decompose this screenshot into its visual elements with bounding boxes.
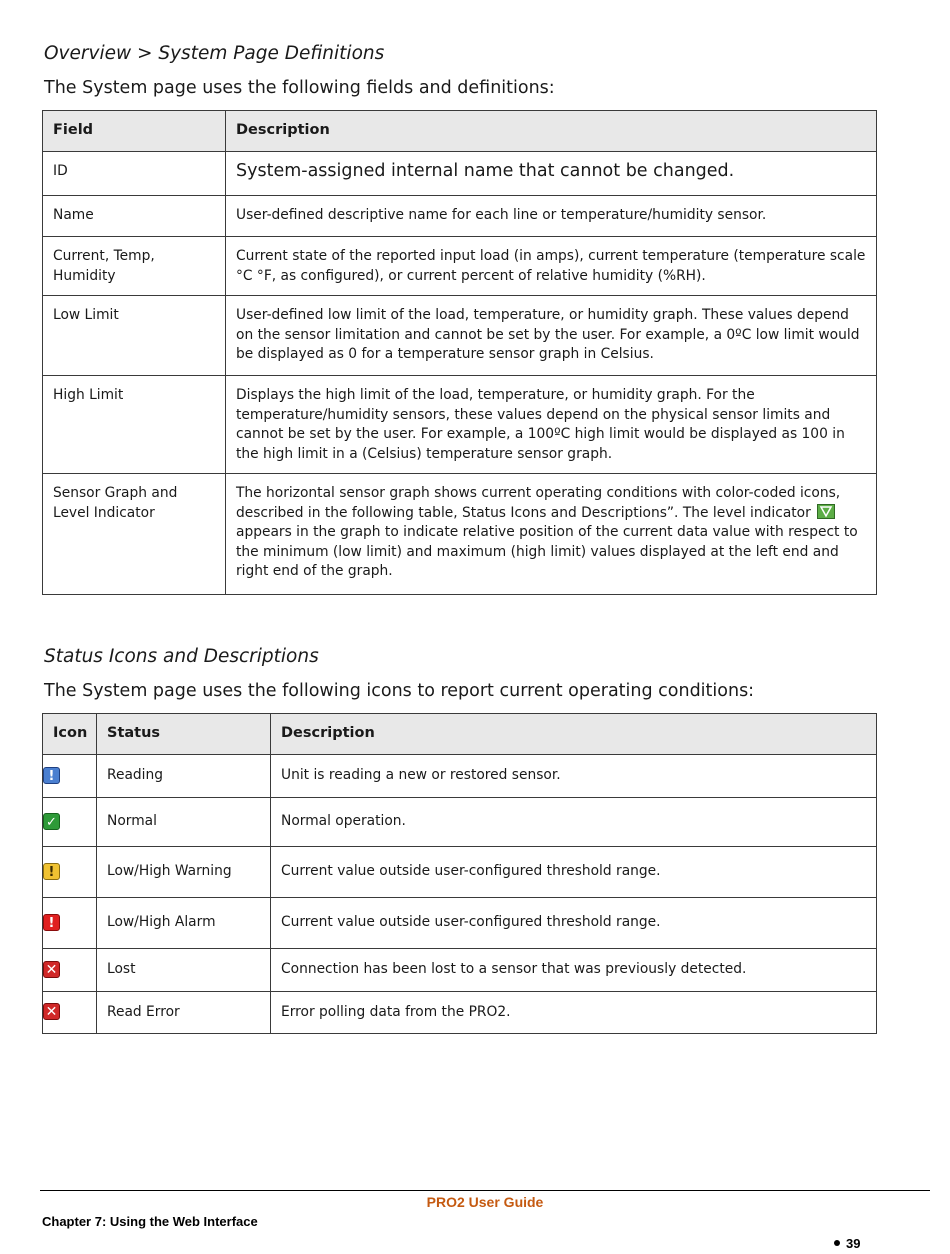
description-cell: Normal operation.	[271, 798, 877, 847]
section-intro-status-icons: The System page uses the following icons to report current operating conditions:	[44, 681, 755, 701]
description-cell: Unit is reading a new or restored sensor.	[271, 755, 877, 798]
page-number-text: 39	[846, 1236, 861, 1251]
description-cell: Current value outside user-configured threshold range.	[271, 847, 877, 898]
field-cell: Current, Temp, Humidity	[43, 237, 226, 296]
section-heading-definitions: Overview > System Page Definitions	[44, 43, 385, 64]
description-cell: Error polling data from the PRO2.	[271, 992, 877, 1034]
table-header-row	[43, 111, 877, 152]
table-row	[43, 296, 877, 376]
status-cell: Low/High Warning	[97, 847, 271, 898]
table-header-row	[43, 714, 877, 755]
field-cell: Sensor Graph and Level Indicator	[43, 474, 226, 595]
table-row	[43, 949, 877, 992]
table-row	[43, 474, 877, 595]
table-row	[43, 992, 877, 1034]
table-row	[43, 152, 877, 196]
level-indicator-icon	[817, 504, 835, 519]
field-cell: ID	[43, 152, 226, 196]
field-cell: Name	[43, 196, 226, 237]
status-cell: Normal	[97, 798, 271, 847]
footer-divider	[40, 1190, 930, 1191]
field-cell: High Limit	[43, 376, 226, 474]
description-cell: Current state of the reported input load (in amps), current temperature (temperature scale °C °F, as configured), or current percent of relative humidity (%RH).	[226, 237, 877, 296]
column-header-icon: Icon	[43, 714, 97, 755]
description-text: appears in the graph to indicate relative position of the current data value with respect to the minimum (low limit) and maximum (high limit) values displayed at the left end and right end of the graph.	[236, 524, 858, 579]
table-row	[43, 898, 877, 949]
info-icon: !	[43, 767, 60, 784]
column-header-description: Description	[271, 714, 877, 755]
status-cell: Low/High Alarm	[97, 898, 271, 949]
column-header-description: Description	[226, 111, 877, 152]
bullet-icon	[834, 1240, 840, 1246]
description-cell: Displays the high limit of the load, temperature, or humidity graph. For the temperature/humidity sensors, these values depend on the physical sensor limits and cannot be set by the user. For example, a 100ºC high limit would be displayed as 100 in the high limit in a (Celsius) temperature sensor graph.	[226, 376, 877, 474]
warning-icon: !	[43, 863, 60, 880]
description-cell: User-defined low limit of the load, temperature, or humidity graph. These values depend on the sensor limitation and cannot be set by the user. For example, a 0ºC low limit would be displayed as 0 for a temperature sensor graph in Celsius.	[226, 296, 877, 376]
footer-chapter: Chapter 7: Using the Web Interface	[42, 1214, 258, 1229]
field-cell: Low Limit	[43, 296, 226, 376]
x-icon: ✕	[43, 1003, 60, 1020]
section-intro-definitions: The System page uses the following fields and definitions:	[44, 78, 555, 98]
column-header-field: Field	[43, 111, 226, 152]
footer-title: PRO2 User Guide	[426, 1194, 544, 1210]
status-icons-table	[42, 713, 877, 1034]
x-icon: ✕	[43, 961, 60, 978]
table-row	[43, 755, 877, 798]
section-heading-status-icons: Status Icons and Descriptions	[44, 646, 319, 667]
status-cell: Reading	[97, 755, 271, 798]
description-cell: Current value outside user-configured threshold range.	[271, 898, 877, 949]
column-header-status: Status	[97, 714, 271, 755]
description-cell: System-assigned internal name that cannot be changed.	[226, 152, 877, 196]
page-number	[834, 1236, 860, 1251]
status-cell: Lost	[97, 949, 271, 992]
table-row	[43, 237, 877, 296]
description-text: The horizontal sensor graph shows current operating conditions with color-coded icons, described in the following table, Status Icons and Descriptions”. The level indicator	[236, 485, 841, 521]
alarm-icon: !	[43, 914, 60, 931]
status-cell: Read Error	[97, 992, 271, 1034]
description-cell	[226, 474, 877, 595]
table-row	[43, 798, 877, 847]
table-row	[43, 196, 877, 237]
table-row	[43, 847, 877, 898]
description-cell: User-defined descriptive name for each line or temperature/humidity sensor.	[226, 196, 877, 237]
check-icon: ✓	[43, 813, 60, 830]
description-cell: Connection has been lost to a sensor that was previously detected.	[271, 949, 877, 992]
table-row	[43, 376, 877, 474]
definitions-table	[42, 110, 877, 595]
